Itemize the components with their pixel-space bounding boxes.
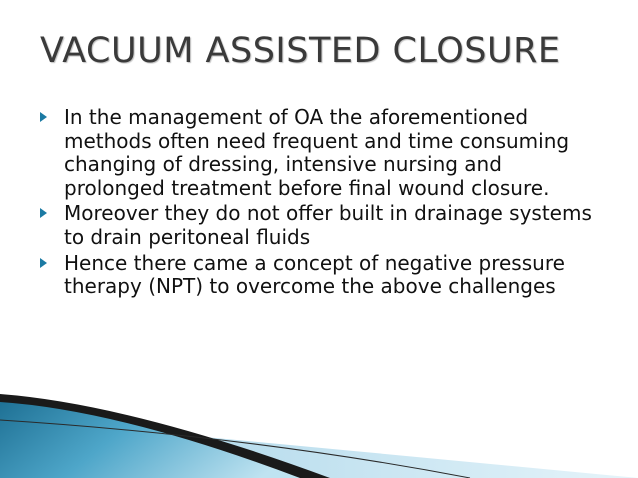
triangle-bullet-icon — [40, 208, 47, 218]
triangle-bullet-icon — [40, 112, 47, 122]
bullet-text: Hence there came a concept of negative pressure therapy (NPT) to overcome the above challenges — [64, 250, 565, 299]
bullet-item — [38, 106, 608, 200]
bullet-list — [38, 106, 608, 301]
bullet-item — [38, 252, 608, 299]
slide-title: VACUUM ASSISTED CLOSURE — [40, 31, 561, 71]
bullet-text: In the management of OA the aforementioned methods often need frequent and time consuming changing of dressing, intensive nursing and prolonged treatment before final wound closure. — [64, 105, 570, 200]
bullet-item — [38, 202, 608, 249]
swoosh-thin-line — [0, 420, 470, 478]
bullet-text: Moreover they do not offer built in drainage systems to drain peritoneal fluids — [64, 201, 592, 249]
triangle-bullet-icon — [40, 258, 47, 268]
swoosh-blue-band — [0, 398, 330, 478]
swoosh-light-band — [0, 418, 638, 478]
swoosh-dark-line — [0, 394, 330, 478]
